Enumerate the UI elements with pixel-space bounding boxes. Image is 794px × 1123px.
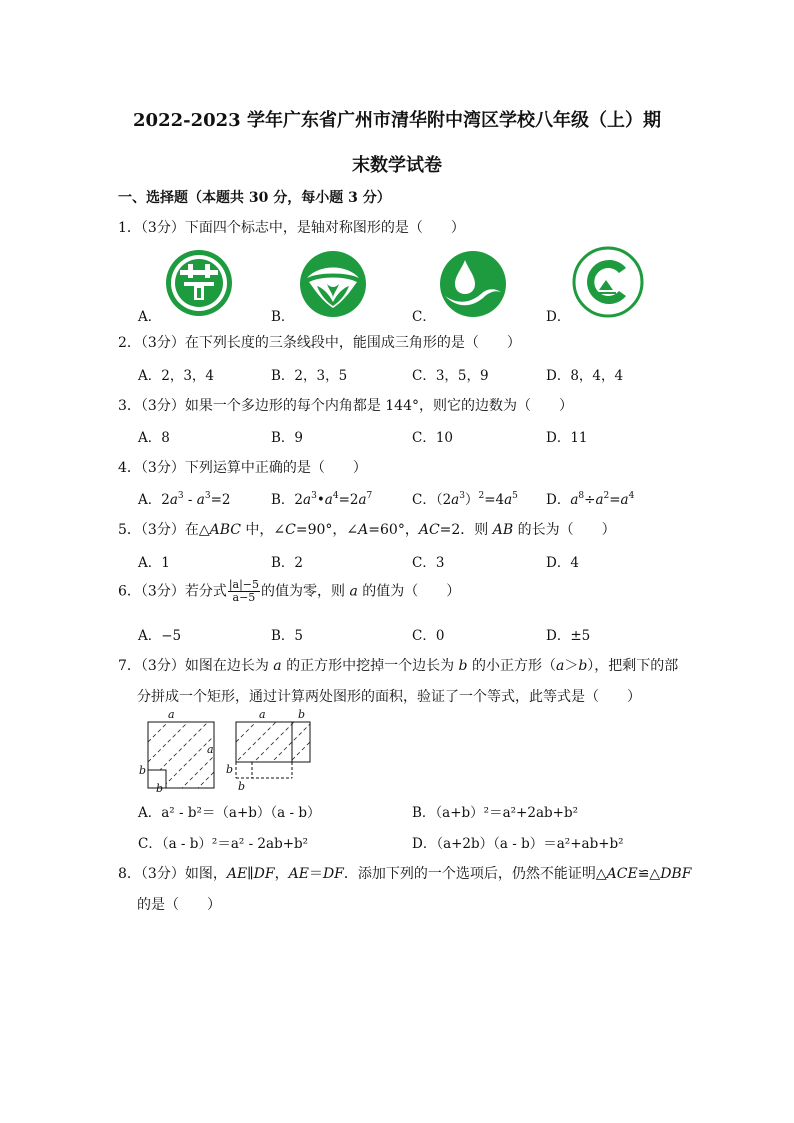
question-8-stem: 8．（3分）如图，AE∥DF，AE＝DF．添加下列的一个选项后，仍然不能证明△ACE≌△DBF (118, 866, 692, 882)
question-1-stem: 1．（3分）下面四个标志中，是轴对称图形的是（ ） (118, 220, 465, 236)
heart-leaf-logo-icon (299, 250, 367, 318)
fig-label-b-left: b (139, 764, 147, 777)
water-drop-logo-icon (439, 250, 507, 318)
q2-option-b: B．2，3，5 (271, 368, 348, 384)
question-5-stem: 5．（3分）在△ABC 中，∠C=90°，∠A=60°，AC=2．则 AB 的长为（ ） (118, 522, 616, 538)
q5-option-d: D．4 (546, 555, 579, 571)
q4-option-c: C．$(2a^3)^2=4a^5$ (412, 491, 518, 508)
q6-option-c: C．0 (412, 628, 445, 644)
q7-option-b: B．（a+b）²＝a²+2ab+b² (412, 805, 579, 821)
letter-c-logo-icon (572, 246, 644, 318)
question-2-stem: 2．（3分）在下列长度的三条线段中，能围成三角形的是（ ） (118, 335, 521, 351)
q7-option-a: A．a² - b²＝（a+b）（a - b） (138, 805, 321, 821)
q4-option-a: A．$2a^3 - a^3=2$ (138, 491, 231, 508)
question-4-stem: 4．（3分）下列运算中正确的是（ ） (118, 460, 367, 476)
question-7-line2: 分拼成一个矩形，通过计算两处图形的面积，验证了一个等式，此等式是（ ） (137, 689, 641, 705)
question-7-stem: 7．（3分）如图在边长为 a 的正方形中挖掉一个边长为 b 的小正方形（a＞b），把剩下的部 (118, 658, 679, 674)
question-3-stem: 3．（3分）如果一个多边形的每个内角都是 144°，则它的边数为（ ） (118, 398, 573, 414)
question-6-stem: 6．（3分）若分式 $\frac{|a|-5}{a-5}$ 的值为零，则 a 的值为（ ） (118, 578, 461, 604)
q3-option-a: A．8 (138, 430, 170, 446)
page-title: 2022-2023 学年广东省广州市清华附中湾区学校八年级（上）期 (133, 110, 661, 131)
q3-option-d: D．11 (546, 430, 588, 446)
q5-option-c: C．3 (412, 555, 445, 571)
q2-option-c: C．3，5，9 (412, 368, 489, 384)
fig-label-a-right: a (207, 743, 214, 756)
q1-option-b: B． (271, 309, 295, 325)
green-emblem-logo-icon (164, 248, 234, 318)
fig-label-a-top-left: a (168, 708, 175, 721)
fig-label-b-rect-bottom: b (238, 780, 246, 793)
fig-label-b-rect-left: b (226, 763, 234, 776)
fraction: $\frac{|a|-5}{a-5}$ (228, 578, 260, 604)
q6-option-b: B．5 (271, 628, 304, 644)
q5-option-b: B．2 (271, 555, 304, 571)
q1-option-a: A． (138, 309, 162, 325)
q1-option-d: D． (546, 309, 571, 325)
q2-option-d: D．8，4，4 (546, 368, 624, 384)
section-heading: 一、选择题（本题共 30 分，每小题 3 分） (118, 190, 391, 206)
question-8-line2: 的是（ ） (137, 897, 221, 913)
fig-label-a-top-right: a (259, 708, 266, 721)
q6-option-d: D．±5 (546, 628, 591, 644)
q5-option-a: A．1 (138, 555, 170, 571)
q2-option-a: A．2，3，4 (138, 368, 215, 384)
page-title-line2: 末数学试卷 (352, 155, 442, 176)
fig-label-b-bottom: b (156, 782, 164, 795)
q3-option-c: C．10 (412, 430, 454, 446)
q1-option-c: C． (412, 309, 436, 325)
q4-option-b: B．$2a^3•a^4=2a^7$ (271, 491, 373, 508)
q6-option-a: A．−5 (138, 628, 182, 644)
q7-option-d: D．（a+2b）（a - b）＝a²+ab+b² (412, 836, 624, 852)
fig-label-b-top-right: b (298, 708, 306, 721)
q7-option-c: C．（a - b）²＝a² - 2ab+b² (138, 836, 309, 852)
q4-option-d: D．$a^8\div a^2=a^4$ (546, 491, 635, 508)
q3-option-b: B．9 (271, 430, 304, 446)
